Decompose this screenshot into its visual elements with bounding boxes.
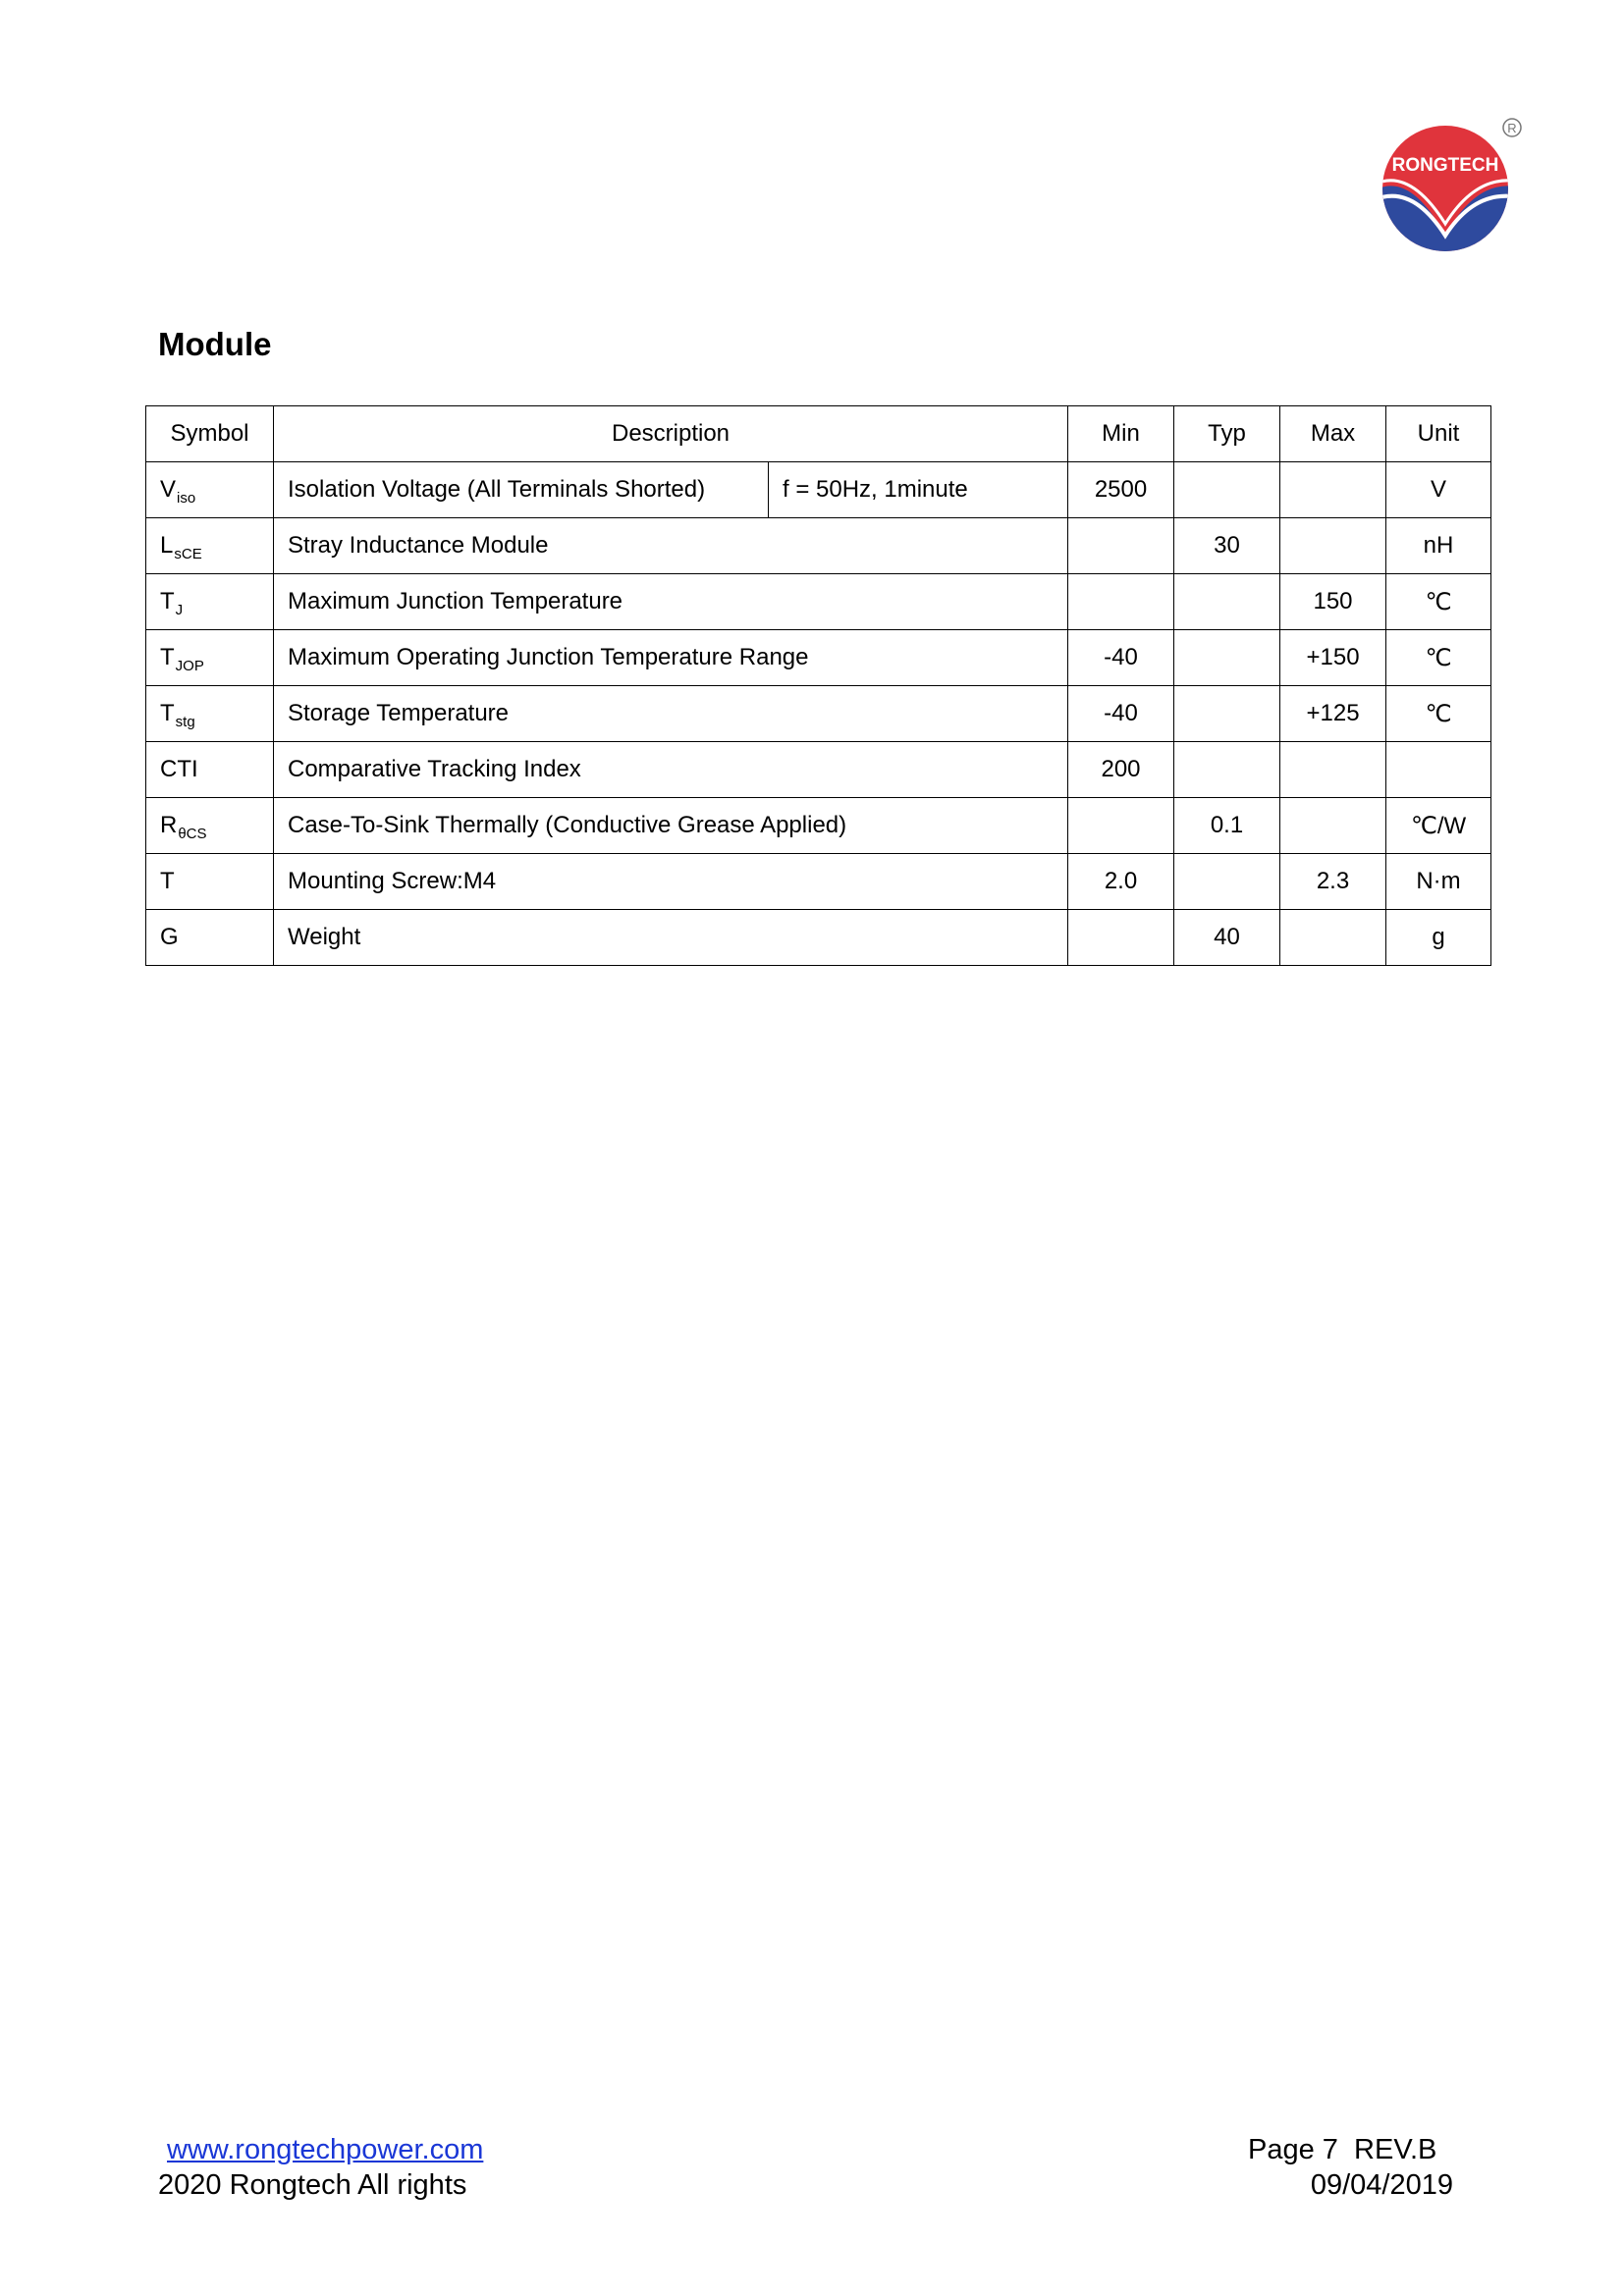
page-number: Page 7 REV.B bbox=[1248, 2134, 1437, 2165]
unit-cell: g bbox=[1386, 910, 1491, 966]
typ-cell bbox=[1174, 742, 1280, 798]
description-cell: Storage Temperature bbox=[274, 686, 1068, 742]
typ-cell: 30 bbox=[1174, 518, 1280, 574]
description-cell: Comparative Tracking Index bbox=[274, 742, 1068, 798]
description-cell: Weight bbox=[274, 910, 1068, 966]
min-cell: 200 bbox=[1068, 742, 1174, 798]
unit-cell: ℃ bbox=[1386, 630, 1491, 686]
symbol-cell: $R_{\theta CS}$ bbox=[146, 798, 274, 854]
table-row bbox=[146, 798, 1491, 854]
table-row bbox=[146, 910, 1491, 966]
website-link[interactable]: www.rongtechpower.com bbox=[167, 2134, 484, 2165]
typ-cell bbox=[1174, 630, 1280, 686]
description-cell: Isolation Voltage (All Terminals Shorted) bbox=[274, 462, 769, 518]
min-cell bbox=[1068, 574, 1174, 630]
min-cell bbox=[1068, 518, 1174, 574]
revision-date: 09/04/2019 bbox=[1310, 2169, 1453, 2201]
unit-cell: N·m bbox=[1386, 854, 1491, 910]
unit-cell: ℃ bbox=[1386, 574, 1491, 630]
symbol-cell: $T_{stg}$ bbox=[146, 686, 274, 742]
table-row bbox=[146, 518, 1491, 574]
table-row bbox=[146, 630, 1491, 686]
table-row bbox=[146, 742, 1491, 798]
description-cell: Maximum Junction Temperature bbox=[274, 574, 1068, 630]
table-header-row bbox=[146, 406, 1491, 462]
max-cell: +150 bbox=[1280, 630, 1386, 686]
header-max: Max bbox=[1280, 406, 1386, 462]
typ-cell bbox=[1174, 854, 1280, 910]
max-cell: 2.3 bbox=[1280, 854, 1386, 910]
symbol-cell: $T_{JOP}$ bbox=[146, 630, 274, 686]
max-cell bbox=[1280, 462, 1386, 518]
description-cell: Stray Inductance Module bbox=[274, 518, 1068, 574]
header-unit: Unit bbox=[1386, 406, 1491, 462]
max-cell bbox=[1280, 742, 1386, 798]
max-cell: 150 bbox=[1280, 574, 1386, 630]
section-title: Module bbox=[158, 326, 272, 362]
table-row bbox=[146, 854, 1491, 910]
min-cell bbox=[1068, 798, 1174, 854]
symbol-cell: $V_{iso}$ bbox=[146, 462, 274, 518]
unit-cell: nH bbox=[1386, 518, 1491, 574]
max-cell bbox=[1280, 518, 1386, 574]
table-row bbox=[146, 574, 1491, 630]
typ-cell: 40 bbox=[1174, 910, 1280, 966]
header-typ: Typ bbox=[1174, 406, 1280, 462]
condition-cell: f = 50Hz, 1minute bbox=[769, 462, 1068, 518]
unit-cell: ℃ bbox=[1386, 686, 1491, 742]
max-cell bbox=[1280, 910, 1386, 966]
table-row bbox=[146, 686, 1491, 742]
registered-mark: R bbox=[1507, 121, 1517, 135]
description-cell: Case-To-Sink Thermally (Conductive Grease Applied) bbox=[274, 798, 1068, 854]
unit-cell: ℃/W bbox=[1386, 798, 1491, 854]
rongtech-logo bbox=[1379, 116, 1524, 253]
max-cell: +125 bbox=[1280, 686, 1386, 742]
copyright-text: 2020 Rongtech All rights bbox=[158, 2169, 467, 2201]
typ-cell bbox=[1174, 574, 1280, 630]
symbol-cell: $T_J$ bbox=[146, 574, 274, 630]
header-symbol: Symbol bbox=[146, 406, 274, 462]
unit-cell bbox=[1386, 742, 1491, 798]
symbol-cell: $L_{sCE}$ bbox=[146, 518, 274, 574]
typ-cell bbox=[1174, 686, 1280, 742]
typ-cell bbox=[1174, 462, 1280, 518]
logo-text: RONGTECH bbox=[1391, 155, 1499, 176]
header-description: Description bbox=[274, 406, 1068, 462]
min-cell: 2500 bbox=[1068, 462, 1174, 518]
symbol-cell: G bbox=[146, 910, 274, 966]
symbol-cell: CTI bbox=[146, 742, 274, 798]
description-cell: Maximum Operating Junction Temperature Range bbox=[274, 630, 1068, 686]
max-cell bbox=[1280, 798, 1386, 854]
unit-cell: V bbox=[1386, 462, 1491, 518]
min-cell: 2.0 bbox=[1068, 854, 1174, 910]
min-cell bbox=[1068, 910, 1174, 966]
symbol-cell: T bbox=[146, 854, 274, 910]
min-cell: -40 bbox=[1068, 686, 1174, 742]
table-row bbox=[146, 462, 1491, 518]
min-cell: -40 bbox=[1068, 630, 1174, 686]
header-min: Min bbox=[1068, 406, 1174, 462]
module-spec-table bbox=[145, 405, 1491, 966]
description-cell: Mounting Screw:M4 bbox=[274, 854, 1068, 910]
typ-cell: 0.1 bbox=[1174, 798, 1280, 854]
